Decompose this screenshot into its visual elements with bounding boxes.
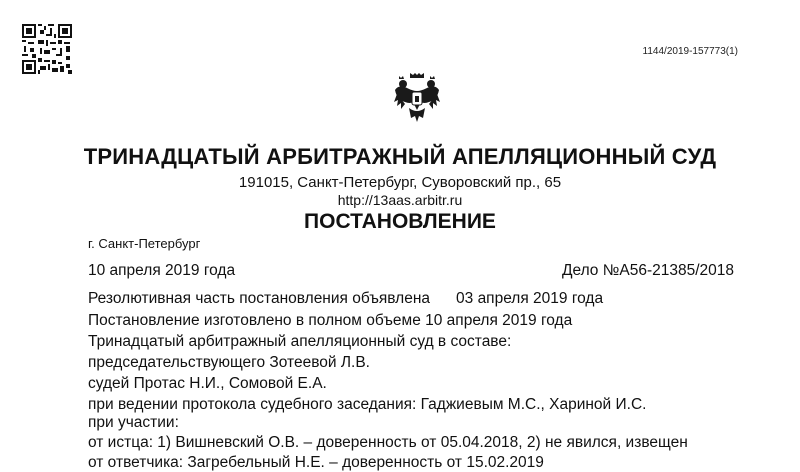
city: г. Санкт-Петербург — [88, 236, 201, 251]
case-number: Дело №А56-21385/2018 — [561, 262, 734, 279]
qr-code — [22, 24, 72, 74]
court-address: 191015, Санкт-Петербург, Суворовский пр., 65 — [238, 174, 562, 191]
composition-line: Тринадцатый арбитражный апелляционный суд в составе: — [88, 333, 512, 350]
document-number: 1144/2019-157773(1) — [642, 46, 738, 57]
court-title: ТРИНАДЦАТЫЙ АРБИТРАЖНЫЙ АПЕЛЛЯЦИОННЫЙ СУД — [83, 144, 717, 169]
resolution-announced-line — [88, 290, 603, 308]
protocol-line: при ведении протокола судебного заседания: Гаджиевым М.С., Хариной И.С. — [88, 396, 647, 413]
court-website[interactable]: http://13aas.arbitr.ru — [337, 192, 463, 208]
full-text-line: Постановление изготовлено в полном объеме 10 апреля 2019 года — [88, 312, 573, 329]
document-type-heading: ПОСТАНОВЛЕНИЕ — [304, 210, 496, 233]
plaintiff-line: от истца: 1) Вишневский О.В. – доверенность от 05.04.2018, 2) не явился, извещен — [88, 434, 688, 451]
resolution-label: Резолютивная часть постановления объявлена — [88, 290, 431, 307]
document-date: 10 апреля 2019 года — [88, 262, 236, 279]
defendant-line: от ответчика: Загребельный Н.Е. – доверенность от 15.02.2019 — [88, 454, 544, 471]
double-headed-eagle-emblem — [393, 70, 441, 128]
resolution-date: 03 апреля 2019 года — [456, 290, 604, 307]
judges-line: судей Протас Н.И., Сомовой Е.А. — [88, 375, 327, 392]
participation-line: при участии: — [88, 414, 179, 431]
presiding-judge-line: председательствующего Зотеевой Л.В. — [88, 354, 370, 371]
